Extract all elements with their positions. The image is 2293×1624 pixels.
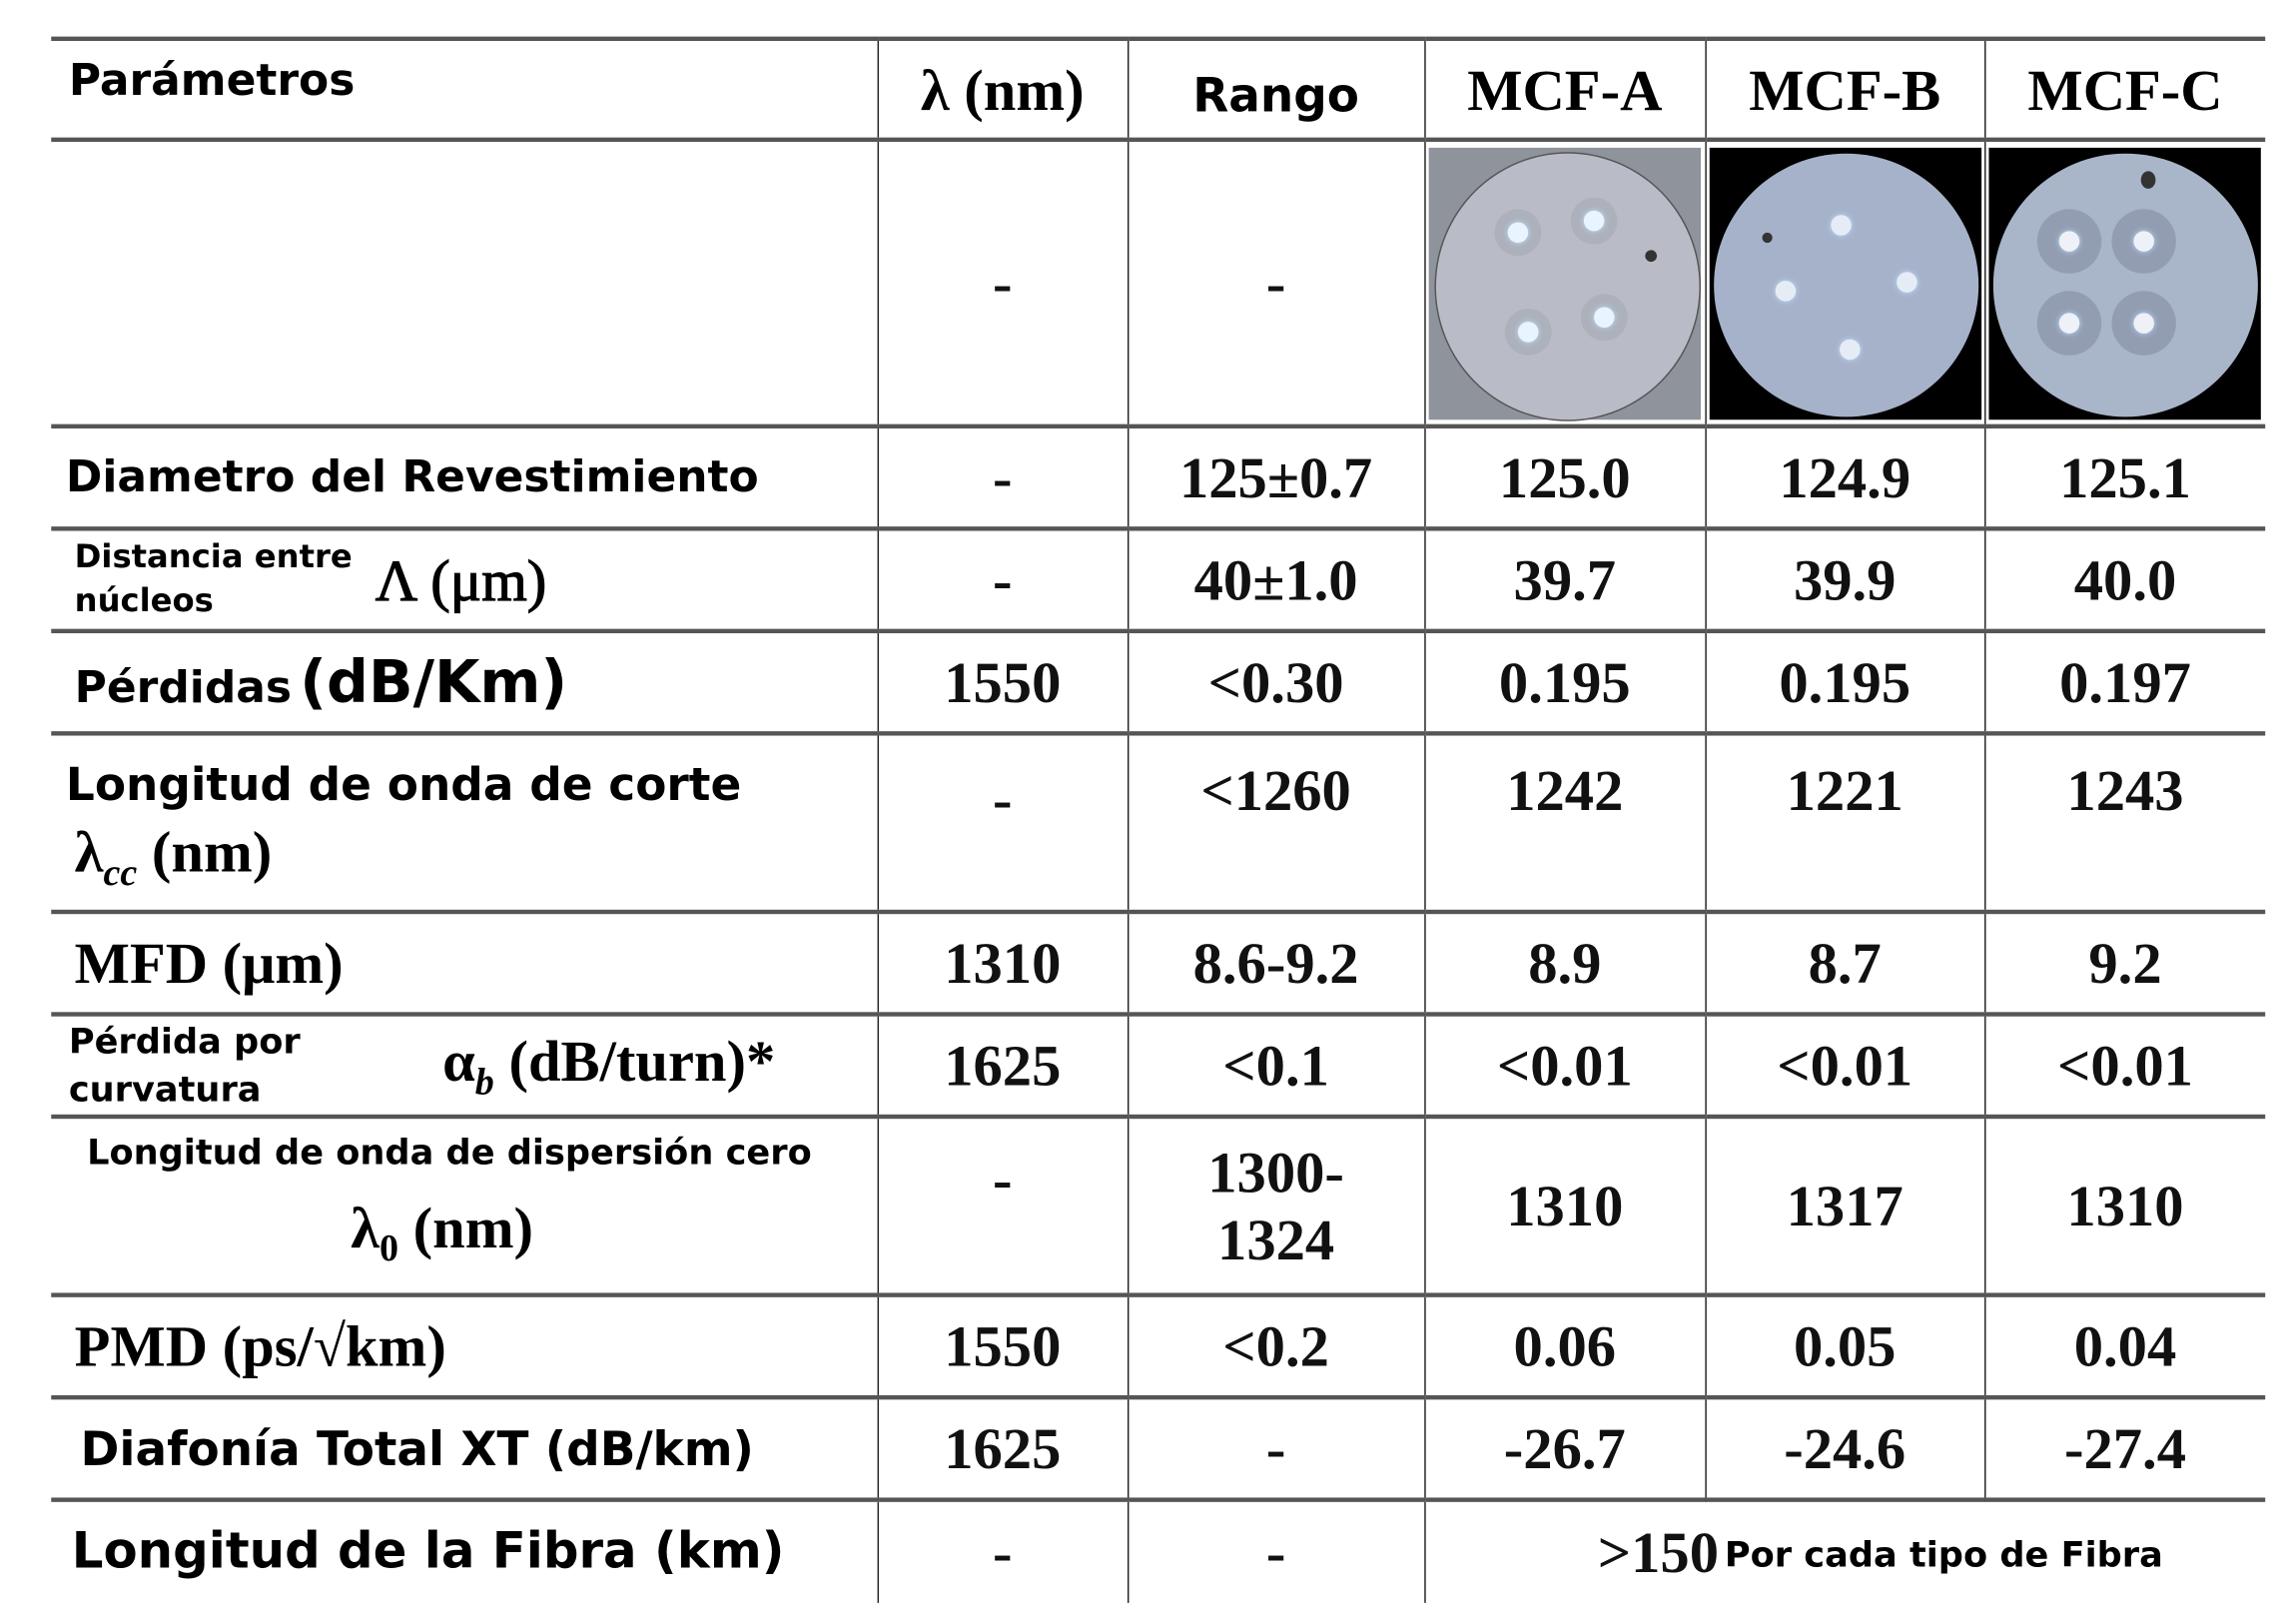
mcf-c-value: 125.1 — [1984, 426, 2265, 529]
row-label — [51, 631, 877, 734]
header-mcf-b: MCF-B — [1705, 39, 1984, 140]
unit-text: (dB/turn)* — [508, 1028, 776, 1095]
rango-cell: - — [1128, 140, 1424, 426]
table-row — [51, 1295, 2265, 1398]
row-label-text: Pérdidas — [74, 661, 293, 713]
row-label-text: Longitud de onda de dispersión cero — [87, 1132, 812, 1174]
fiber-length-value: >150 — [1597, 1519, 1719, 1585]
header-rango: Rango — [1128, 39, 1424, 140]
row-unit — [442, 1028, 776, 1104]
empty-cell — [51, 140, 877, 426]
table-row — [51, 1397, 2265, 1500]
rango-cell: <0.1 — [1128, 1014, 1424, 1117]
unit-text: (nm) — [151, 819, 273, 885]
row-unit: (dB/Km) — [300, 648, 568, 716]
mcf-a-value: 39.7 — [1424, 528, 1705, 631]
image-row — [51, 140, 2265, 426]
row-label — [51, 733, 877, 912]
row-unit: Λ (μm) — [375, 546, 547, 613]
table-row — [51, 528, 2265, 631]
header-row — [51, 39, 2265, 140]
mcf-b-value: <0.01 — [1705, 1014, 1984, 1117]
row-unit — [51, 1194, 877, 1271]
mcf-b-value: 0.05 — [1705, 1295, 1984, 1398]
mcf-c-value: <0.01 — [1984, 1014, 2265, 1117]
mcf-b-value: 39.9 — [1705, 528, 1984, 631]
row-label-text — [69, 1017, 434, 1114]
header-parametros: Parámetros — [51, 39, 877, 140]
row-label — [51, 528, 877, 631]
rango-cell: <0.30 — [1128, 631, 1424, 734]
mcf-c-value: 1310 — [1984, 1117, 2265, 1295]
mcf-c-value: 1243 — [1984, 733, 2265, 912]
mcf-a-cross-section-image — [1429, 147, 1701, 418]
rango-cell: 8.6-9.2 — [1128, 912, 1424, 1015]
mcf-c-image-cell — [1984, 140, 2265, 426]
row-label — [51, 1117, 877, 1295]
rango-cell: <1260 — [1128, 733, 1424, 912]
table-row — [51, 631, 2265, 734]
label-line-1: Pérdida por — [68, 1020, 301, 1062]
lambda-cell: 1310 — [878, 912, 1128, 1015]
mcf-a-value: 8.9 — [1424, 912, 1705, 1015]
row-label: Diafonía Total XT (dB/km) — [51, 1397, 877, 1500]
rango-line-1: 1300- — [1207, 1138, 1344, 1205]
rango-cell: 125±0.7 — [1128, 426, 1424, 529]
table-row — [51, 1117, 2265, 1295]
mcf-b-cross-section-image — [1709, 147, 1980, 418]
fiber-parameters-table — [51, 37, 2265, 1603]
table-row — [51, 733, 2265, 912]
label-line-2: curvatura — [68, 1068, 262, 1110]
mcf-b-value: 1221 — [1705, 733, 1984, 912]
lambda-cell: 1625 — [878, 1397, 1128, 1500]
mcf-a-value: 0.195 — [1424, 631, 1705, 734]
row-label: MFD (μm) — [51, 912, 877, 1015]
lambda-cell: - — [878, 528, 1128, 631]
mcf-a-image-cell — [1424, 140, 1705, 426]
header-mcf-c: MCF-C — [1984, 39, 2265, 140]
row-label-text: Distancia entre núcleos — [74, 538, 353, 620]
unit-symbol: λ — [74, 819, 104, 885]
mcf-b-value: -24.6 — [1705, 1397, 1984, 1500]
row-label-text: Longitud de onda de corte — [65, 758, 742, 812]
rango-cell: - — [1128, 1397, 1424, 1500]
lambda-cell: 1550 — [878, 1295, 1128, 1398]
row-unit — [66, 818, 877, 896]
unit-subscript: 0 — [379, 1226, 398, 1270]
mcf-a-value: 125.0 — [1424, 426, 1705, 529]
row-label — [51, 1014, 877, 1117]
table-row — [51, 426, 2265, 529]
table-row — [51, 1500, 2265, 1603]
mcf-a-value: <0.01 — [1424, 1014, 1705, 1117]
lambda-cell: - — [878, 140, 1128, 426]
mcf-a-value: -26.7 — [1424, 1397, 1705, 1500]
header-mcf-a: MCF-A — [1424, 39, 1705, 140]
fiber-length-value-cell — [1424, 1500, 2265, 1603]
lambda-cell: 1550 — [878, 631, 1128, 734]
row-label: PMD (ps/√km) — [51, 1295, 877, 1398]
unit-symbol: λ — [351, 1195, 380, 1261]
table-row — [51, 912, 2265, 1015]
rango-cell — [1128, 1117, 1424, 1295]
unit-text: (nm) — [412, 1195, 534, 1261]
lambda-cell: - — [878, 1117, 1128, 1295]
header-lambda: λ (nm) — [878, 39, 1128, 140]
mcf-b-value: 124.9 — [1705, 426, 1984, 529]
mcf-c-value: 40.0 — [1984, 528, 2265, 631]
lambda-cell: 1625 — [878, 1014, 1128, 1117]
row-label: Longitud de la Fibra (km) — [51, 1500, 877, 1603]
mcf-c-value: 9.2 — [1984, 912, 2265, 1015]
fiber-length-note: Por cada tipo de Fibra — [1724, 1533, 2163, 1575]
mcf-b-value: 0.195 — [1705, 631, 1984, 734]
unit-subscript: cc — [103, 851, 138, 894]
mcf-c-value: -27.4 — [1984, 1397, 2265, 1500]
mcf-b-image-cell — [1705, 140, 1984, 426]
mcf-c-value: 0.197 — [1984, 631, 2265, 734]
mcf-b-value: 8.7 — [1705, 912, 1984, 1015]
rango-cell: <0.2 — [1128, 1295, 1424, 1398]
lambda-cell: - — [878, 426, 1128, 529]
row-label: Diametro del Revestimiento — [51, 426, 877, 529]
unit-subscript: b — [474, 1060, 494, 1104]
rango-cell: 40±1.0 — [1128, 528, 1424, 631]
lambda-cell: - — [878, 1500, 1128, 1603]
mcf-c-value: 0.04 — [1984, 1295, 2265, 1398]
unit-symbol: α — [442, 1028, 475, 1095]
rango-cell: - — [1128, 1500, 1424, 1603]
mcf-a-value: 0.06 — [1424, 1295, 1705, 1398]
mcf-a-value: 1242 — [1424, 733, 1705, 912]
mcf-c-cross-section-image — [1989, 147, 2261, 418]
lambda-cell: - — [878, 733, 1128, 912]
mcf-a-value: 1310 — [1424, 1117, 1705, 1295]
mcf-b-value: 1317 — [1705, 1117, 1984, 1295]
table-row — [51, 1014, 2265, 1117]
rango-line-2: 1324 — [1217, 1206, 1335, 1272]
